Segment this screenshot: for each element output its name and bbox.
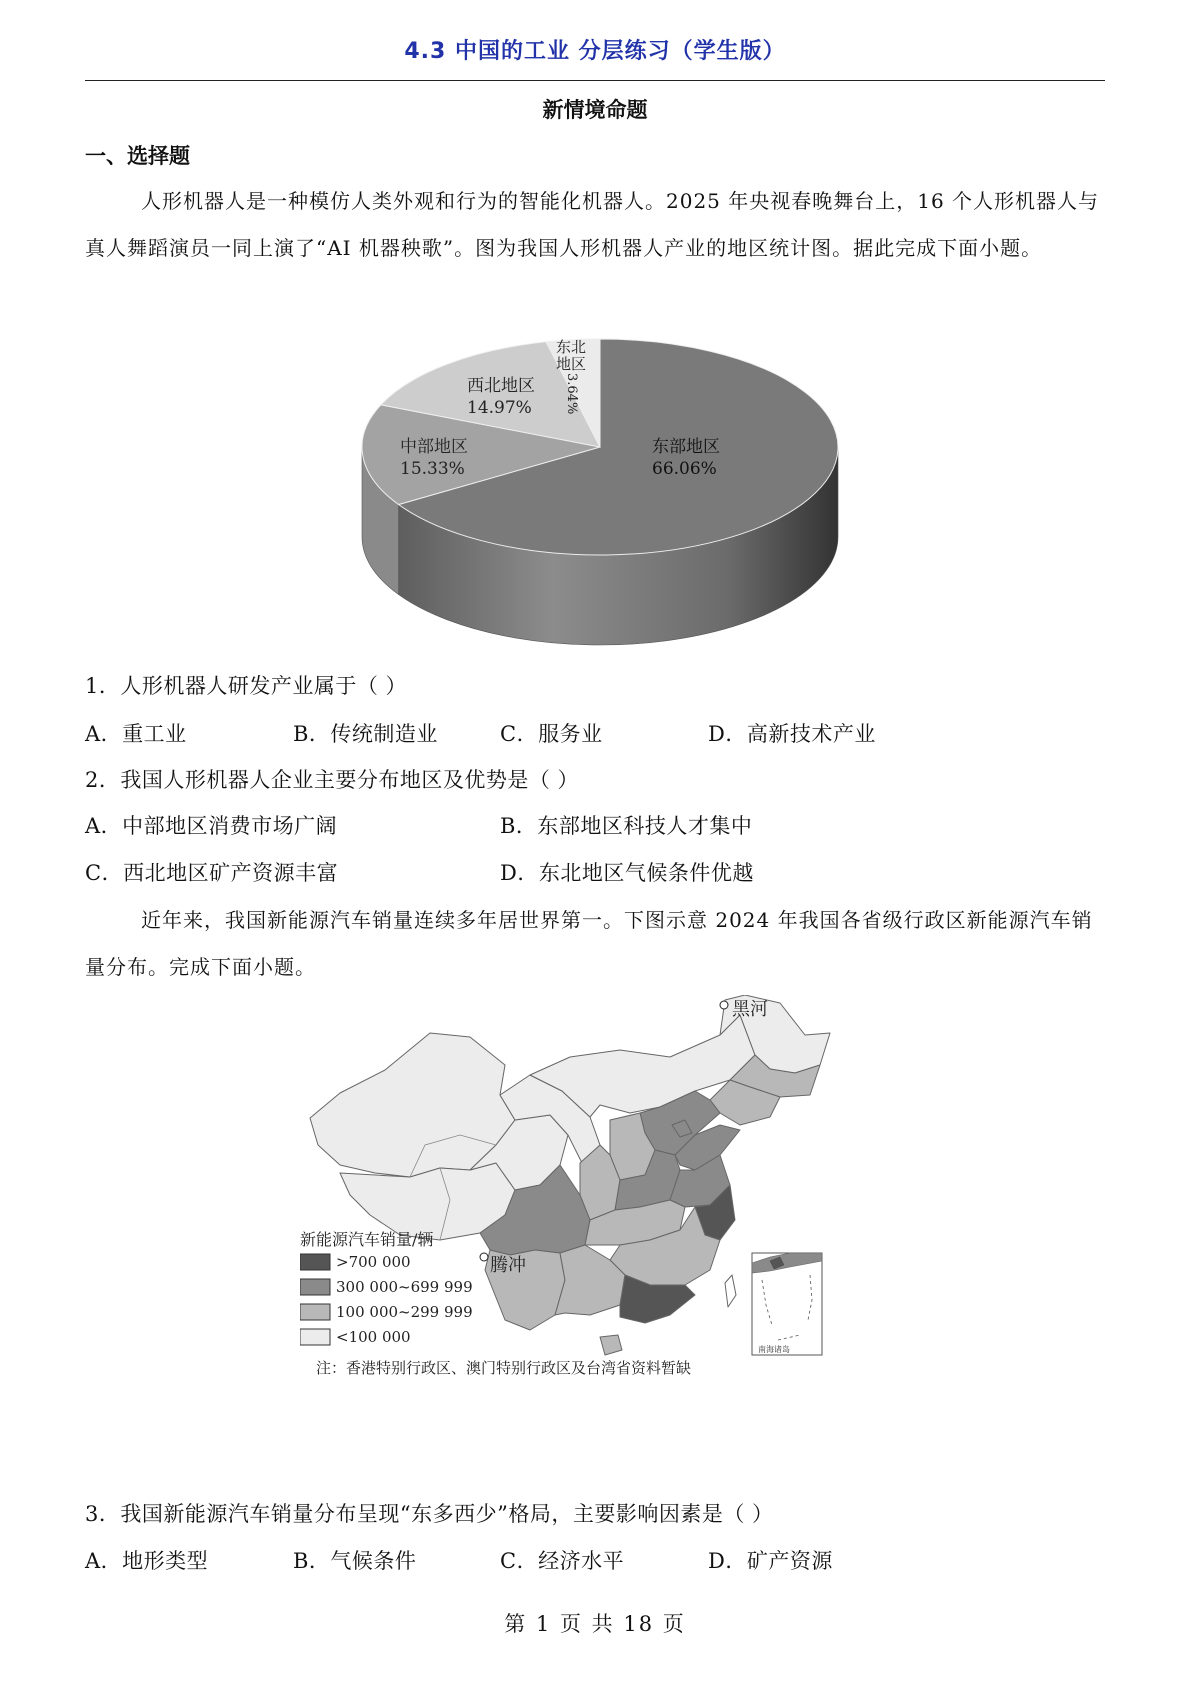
legend-swatch-4 [300, 1329, 330, 1345]
south-china-sea-inset [752, 1253, 822, 1355]
map-note: 注：香港特别行政区、澳门特别行政区及台湾省资料暂缺 [316, 1359, 692, 1377]
question-1-option-c[interactable]: C．服务业 [500, 722, 603, 746]
legend-item-4: <100 000 [336, 1328, 411, 1346]
question-2-option-d[interactable]: D．东北地区气候条件优越 [500, 861, 754, 885]
part-heading: 一、选择题 [85, 144, 190, 168]
question-1-option-d[interactable]: D．高新技术产业 [708, 722, 876, 746]
nev-sales-map [300, 995, 890, 1475]
pie-chart [360, 335, 840, 655]
question-2-stem: 2．我国人形机器人企业主要分布地区及优势是（ ） [85, 768, 580, 792]
page-title: 4.3 中国的工业 分层练习（学生版） [404, 39, 786, 64]
region-taiwan [725, 1275, 736, 1307]
legend-swatch-1 [300, 1254, 330, 1270]
tengchong-marker [480, 1253, 488, 1261]
section-title: 新情境命题 [542, 98, 648, 122]
pie-label-central [400, 436, 468, 480]
question-1-option-b[interactable]: B．传统制造业 [293, 722, 438, 746]
legend-swatch-3 [300, 1304, 330, 1320]
pie-label-northwest-name: 西北地区 [467, 376, 535, 396]
question-3-option-b[interactable]: B．气候条件 [293, 1549, 417, 1573]
pie-label-northeast-value: 3.64% [564, 373, 579, 415]
question-1-stem: 1．人形机器人研发产业属于（ ） [85, 674, 408, 698]
question-3-stem: 3．我国新能源汽车销量分布呈现“东多西少”格局，主要影响因素是（ ） [85, 1502, 774, 1526]
pie-label-central-value: 15.33% [400, 459, 465, 479]
map-label-heihe: 黑河 [732, 999, 768, 1020]
pie-label-northwest-value: 14.97% [467, 398, 532, 418]
question-3-option-c[interactable]: C．经济水平 [500, 1549, 625, 1573]
intro-paragraph-robots: 人形机器人是一种模仿人类外观和行为的智能化机器人。2025 年央视春晚舞台上，16 个人形机器人与真人舞蹈演员一同上演了“AI 机器秧歌”。图为我国人形机器人产业的地区统计图。据此完成下面小题。 [85, 189, 1100, 260]
pie-chart-figure [360, 335, 840, 655]
question-2-option-c[interactable]: C．西北地区矿产资源丰富 [85, 861, 339, 885]
legend-swatch-2 [300, 1279, 330, 1295]
pie-label-east [652, 436, 720, 480]
page-header [85, 34, 1105, 81]
legend-item-2: 300 000~699 999 [336, 1278, 473, 1296]
legend-item-1: >700 000 [336, 1253, 411, 1271]
pie-label-east-name: 东部地区 [652, 437, 720, 457]
region-hainan [600, 1335, 622, 1355]
inset-label: 南海诸岛 [758, 1345, 790, 1354]
question-2-option-b[interactable]: B．东部地区科技人才集中 [500, 814, 753, 838]
pie-label-northeast [556, 338, 587, 415]
question-2-option-a[interactable]: A．中部地区消费市场广阔 [85, 814, 338, 838]
pie-label-northeast-line1: 东北 [556, 338, 587, 356]
pie-label-central-name: 中部地区 [400, 437, 468, 457]
region-xinjiang [310, 1033, 515, 1177]
pie-label-northeast-line2: 地区 [556, 355, 587, 373]
pie-label-east-value: 66.06% [652, 459, 717, 479]
question-3-option-a[interactable]: A．地形类型 [85, 1549, 209, 1573]
question-3-option-d[interactable]: D．矿产资源 [708, 1549, 833, 1573]
legend-item-3: 100 000~299 999 [336, 1303, 473, 1321]
pie-label-northwest [467, 375, 535, 419]
legend-title: 新能源汽车销量/辆 [300, 1230, 434, 1249]
intro-paragraph-nev: 近年来，我国新能源汽车销量连续多年居世界第一。下图示意 2024 年我国各省级行政区新能源汽车销量分布。完成下面小题。 [85, 908, 1093, 979]
heihe-marker-dot [720, 1001, 728, 1009]
map-label-tengchong: 腾冲 [490, 1255, 526, 1276]
question-1-option-a[interactable]: A．重工业 [85, 722, 187, 746]
page-footer: 第 1 页 共 18 页 [504, 1612, 686, 1636]
